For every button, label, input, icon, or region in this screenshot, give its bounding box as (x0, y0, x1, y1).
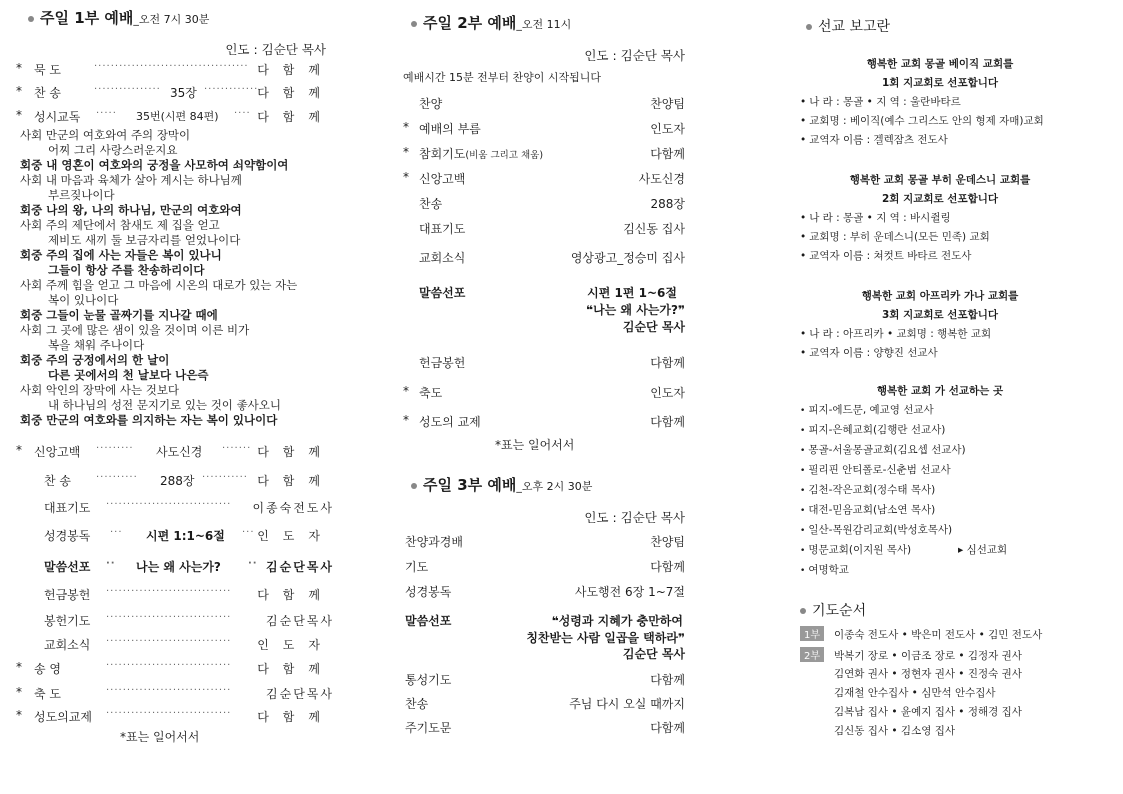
dot-leader: ·· (248, 558, 258, 569)
order-label: 성도의교제 (34, 710, 92, 724)
order-value: 김신동 집사 (623, 222, 685, 236)
reading-line: 복이 있나이다 (48, 293, 119, 307)
mission-heading: 행복한 교회 몽골 베이직 교회를 (866, 58, 1014, 70)
supported-mission-item: • 필리핀 안티폴로-신춘범 선교사 (800, 461, 1080, 481)
order-label: 신앙고백 (34, 445, 81, 459)
title-time: _오후 2시 30분 (516, 480, 593, 493)
second-service-column (403, 0, 685, 794)
bullet-icon (800, 608, 806, 614)
prayer-names: 김재철 안수집사 • 심만석 안수집사 (834, 687, 996, 699)
order-value: 인도자 (650, 122, 685, 136)
mission-detail: • 나 라 : 아프리카 • 교회명 : 행복한 교회 (800, 325, 1080, 344)
dot-leader: ················ (94, 84, 161, 95)
order-label: 찬송 (419, 197, 443, 211)
supported-mission-item: • 몽골-서울몽골교회(김요셉 선교사) (800, 441, 1080, 461)
order-value: 다함께 (650, 147, 685, 161)
title-main: 선교 보고란 (818, 19, 891, 35)
order-label: 기도 (405, 560, 429, 574)
order-label: 예배의 부름 (419, 122, 481, 136)
stand-mark: * (403, 145, 409, 159)
title-time: _오전 7시 30분 (133, 13, 210, 26)
reading-line: 사회 만군의 여호와여 주의 장막이 (20, 128, 191, 142)
supported-mission-extra: ▸ 심선교회 (958, 544, 1008, 556)
standing-footnote: *표는 일어서서 (495, 438, 575, 452)
order-label: 성도의 교제 (419, 415, 481, 429)
dot-leader: ··· (242, 527, 255, 538)
reading-line: 제비도 새끼 둘 보금자리를 얻었나이다 (48, 233, 241, 247)
dot-leader: ····································· (94, 61, 249, 72)
sermon-scripture: 시편 1편 1~6절 (587, 286, 677, 300)
stand-mark: * (16, 84, 22, 98)
sermon-label: 말씀선포 (419, 286, 466, 300)
bullet-icon (411, 483, 417, 489)
prayer-names: 김복남 집사 • 윤예지 집사 • 정해경 집사 (834, 706, 1022, 718)
order-label: 묵 도 (34, 63, 61, 77)
sermon-title: ❝나는 왜 사는가?❞ (586, 303, 685, 317)
dot-leader: ··········· (202, 472, 248, 483)
service-tag: 1부 (800, 626, 824, 641)
order-value: 288장 (650, 197, 685, 211)
mission-heading: 행복한 교회 아프리카 가나 교회를 (861, 290, 1019, 302)
reading-line: 내 하나님의 성전 문지기로 있는 것이 좋사오니 (48, 398, 282, 412)
mission-block-2 (800, 171, 1080, 266)
sermon-label: 말씀선포 (405, 614, 452, 628)
reading-line: 사회 주의 제단에서 참새도 제 집을 얻고 (20, 218, 220, 232)
dot-leader: ·· (106, 558, 116, 569)
order-value: 사도행전 6장 1~7절 (574, 585, 685, 599)
second-service-leader: 인도 : 김순단 목사 (584, 48, 685, 63)
standing-footnote: *표는 일어서서 (120, 730, 200, 744)
first-service-column (14, 0, 334, 794)
order-value: 다함께 (650, 673, 685, 687)
supported-mission-item: • 일산-목원감리교회(박성호목사) (800, 521, 1080, 541)
sermon-title-line: ❝성령과 지혜가 충만하여 (551, 614, 683, 628)
bullet-icon (28, 16, 34, 22)
title-main: 기도순서 (812, 603, 867, 619)
order-label: 대표기도 (419, 222, 466, 236)
title-main: 주일 3부 예배 (423, 476, 517, 494)
order-value: 김순단목사 (266, 560, 334, 574)
order-value: 사도신경 (638, 172, 685, 186)
order-label: 교회소식 (419, 251, 466, 265)
stand-mark: * (16, 685, 22, 699)
service-tag: 2부 (800, 647, 824, 662)
supported-mission-name: 심선교회 (966, 544, 1008, 556)
dot-leader: ······························ (106, 612, 232, 623)
order-sublabel: (비움 그리고 채움) (465, 150, 544, 161)
stand-mark: * (16, 660, 22, 674)
mission-detail: • 교회명 : 베이직(예수 그리스도 안의 형제 자매)교회 (800, 112, 1080, 131)
worship-notice: 예배시간 15분 전부터 찬양이 시작됩니다 (403, 71, 601, 84)
supported-mission-item: • 여명학교 (800, 561, 1080, 581)
reading-line: 사회 그 곳에 많은 샘이 있을 것이며 이른 비가 (20, 323, 250, 337)
order-value: 다함께 (650, 356, 685, 370)
responsive-reading (20, 128, 326, 428)
supported-mission-item: • 김천-작은교회(정수태 목사) (800, 481, 1080, 501)
order-label: 찬 송 (44, 474, 71, 488)
reading-line: 그들이 항상 주를 찬송하리이다 (48, 263, 205, 277)
order-label: 교회소식 (44, 638, 91, 652)
stand-mark: * (16, 443, 22, 457)
mission-heading: 1회 지교회로 선포합니다 (881, 77, 999, 89)
order-label: 성경봉독 (44, 529, 91, 543)
stand-mark: * (16, 108, 22, 122)
dot-leader: ············· (204, 84, 259, 95)
stand-mark: * (16, 708, 22, 722)
mission-detail: • 교역자 이름 : 쳐컷트 바타르 전도사 (800, 247, 1080, 266)
reading-line: 복을 채워 주나이다 (48, 338, 145, 352)
order-detail: 사도신경 (156, 445, 203, 459)
title-main: 주일 1부 예배 (40, 9, 134, 27)
prayer-order-title (800, 600, 866, 620)
prayer-names: 박복기 장로 • 이금조 장로 • 김정자 권사 (834, 650, 1022, 662)
reading-line: 사회 주께 힘을 얻고 그 마음에 시온의 대로가 있는 자는 (20, 278, 298, 292)
order-value: 다함께 (257, 86, 334, 100)
order-detail: 35번(시편 84편) (136, 110, 219, 123)
order-label: 주기도문 (405, 721, 452, 735)
mission-block-1 (800, 55, 1080, 150)
second-service-title (411, 12, 571, 33)
order-value: 찬양팀 (650, 535, 685, 549)
prayer-line-first (800, 626, 1042, 642)
mission-report-title (806, 16, 890, 36)
order-value: 다함께 (650, 560, 685, 574)
third-service-leader: 인도 : 김순단 목사 (584, 510, 685, 525)
order-label: 찬양 (419, 97, 443, 111)
mission-column (800, 0, 1080, 794)
order-label: 축 도 (34, 687, 61, 701)
dot-leader: ·········· (96, 472, 138, 483)
reading-line: 부르짖나이다 (48, 188, 115, 202)
mission-detail: • 교역자 이름 : 겔렉잠츠 전도사 (800, 131, 1080, 150)
order-label: 통성기도 (405, 673, 452, 687)
order-label: 참회기도 (419, 147, 466, 161)
dot-leader: ··· (110, 527, 123, 538)
first-service-title (28, 7, 209, 28)
order-value: 다함께 (257, 445, 334, 459)
order-value: 인도자 (257, 638, 334, 652)
supported-mission-item: • 대전-믿음교회(남소연 목사) (800, 501, 1080, 521)
order-value: 다함께 (650, 415, 685, 429)
prayer-line-second (800, 647, 1022, 663)
title-time: _오전 11시 (516, 18, 572, 31)
order-value: 다함께 (257, 474, 334, 488)
order-value: 다함께 (257, 588, 334, 602)
reading-line: 회중 주의 집에 사는 자들은 복이 있나니 (20, 248, 222, 262)
stand-mark: * (16, 61, 22, 75)
bullet-icon (411, 21, 417, 27)
order-detail: 288장 (160, 474, 195, 488)
supported-mission-item (800, 541, 1080, 561)
order-label: 찬양과경배 (405, 535, 463, 549)
dot-leader: ······························ (106, 586, 232, 597)
order-label: 축도 (419, 386, 443, 400)
first-service-leader: 인도 : 김순단 목사 (225, 42, 326, 57)
supported-missions (800, 382, 1080, 581)
order-value: 주님 다시 오실 때까지 (569, 697, 685, 711)
dot-leader: ······························ (106, 660, 232, 671)
order-label: 찬 송 (34, 86, 61, 100)
reading-line: 회중 내 영혼이 여호와의 궁정을 사모하여 쇠약함이여 (20, 158, 289, 172)
order-value: 다함께 (257, 110, 334, 124)
order-label: 헌금봉헌 (44, 588, 91, 602)
order-detail: 시편 1:1~6절 (146, 529, 225, 543)
reading-line: 회중 나의 왕, 나의 하나님, 만군의 여호와여 (20, 203, 242, 217)
third-service-title (411, 474, 592, 495)
supported-mission-item: • 피지-에드문, 예교영 선교사 (800, 401, 1080, 421)
order-label: 봉헌기도 (44, 614, 91, 628)
mission-heading: 행복한 교회 몽골 부히 운데스니 교회를 (849, 174, 1031, 186)
bullet-icon (806, 24, 812, 30)
prayer-names: 김연화 권사 • 정현자 권사 • 진정숙 권사 (834, 668, 1022, 680)
order-label: 성시교독 (34, 110, 81, 124)
mission-heading: 2회 지교회로 선포합니다 (881, 193, 999, 205)
supported-mission-name: 명문교회(이지원 목사) (808, 544, 912, 556)
mission-detail: • 나 라 : 몽골 • 지 역 : 바시쥘링 (800, 209, 1080, 228)
order-detail: 35장 (170, 86, 197, 100)
mission-detail: • 교회명 : 부히 운데스니(모든 민족) 교회 (800, 228, 1080, 247)
order-value: 다함께 (257, 63, 334, 77)
order-value: 다함께 (257, 710, 334, 724)
dot-leader: ······························ (106, 499, 232, 510)
dot-leader: ····· (96, 108, 117, 119)
reading-line: 회중 만군의 여호와를 의지하는 자는 복이 있나이다 (20, 413, 278, 427)
sermon-title-line: 칭찬받는 사람 일곱을 택하라❞ (526, 631, 685, 645)
stand-mark: * (403, 384, 409, 398)
order-value: 인도자 (257, 529, 334, 543)
order-label: 신앙고백 (419, 172, 466, 186)
dot-leader: ······························ (106, 708, 232, 719)
reading-line: 회중 그들이 눈물 골짜기를 지나갈 때에 (20, 308, 218, 322)
stand-mark: * (403, 170, 409, 184)
prayer-names: 김신동 집사 • 김소영 집사 (834, 725, 955, 737)
order-value: 인도자 (650, 386, 685, 400)
order-value: 김순단목사 (266, 614, 334, 628)
supported-missions-heading: 행복한 교회 가 선교하는 곳 (876, 385, 1004, 397)
dot-leader: ···· (234, 108, 251, 119)
order-value: 이종숙전도사 (252, 501, 334, 515)
reading-line: 회중 주의 궁정에서의 한 날이 (20, 353, 170, 367)
order-label: 송 영 (34, 662, 61, 676)
mission-heading: 3회 지교회로 선포합니다 (881, 309, 999, 321)
reading-line: 사회 악인의 장막에 사는 것보다 (20, 383, 180, 397)
stand-mark: * (403, 413, 409, 427)
order-label: 말씀선포 (44, 560, 91, 574)
order-value: 찬양팀 (650, 97, 685, 111)
dot-leader: ······························ (106, 685, 232, 696)
dot-leader: ······························ (106, 636, 232, 647)
mission-detail: • 나 라 : 몽골 • 지 역 : 울란바타르 (800, 93, 1080, 112)
order-label: 헌금봉헌 (419, 356, 466, 370)
order-label: 찬송 (405, 697, 429, 711)
order-label: 성경봉독 (405, 585, 452, 599)
reading-line: 다른 곳에서의 천 날보다 나은즉 (48, 368, 209, 382)
order-label: 대표기도 (44, 501, 91, 515)
dot-leader: ········· (96, 443, 134, 454)
reading-line: 사회 내 마음과 육체가 살아 계시는 하나님께 (20, 173, 242, 187)
sermon-preacher: 김순단 목사 (622, 320, 685, 334)
order-value: 다함께 (257, 662, 334, 676)
mission-detail: • 교역자 이름 : 양향진 선교사 (800, 344, 1080, 363)
order-value: 영상광고_정승미 집사 (570, 251, 685, 265)
sermon-preacher: 김순단 목사 (622, 647, 685, 661)
title-main: 주일 2부 예배 (423, 14, 517, 32)
dot-leader: ······· (222, 443, 252, 454)
prayer-names: 이종숙 전도사 • 박은미 전도사 • 김민 전도사 (834, 629, 1043, 641)
order-value: 김순단목사 (266, 687, 334, 701)
order-detail: 나는 왜 사는가? (136, 560, 221, 574)
order-value: 다함께 (650, 721, 685, 735)
reading-line: 어찌 그리 사랑스러운지요 (48, 143, 178, 157)
supported-mission-item: • 피지-은혜교회(김행란 선교사) (800, 421, 1080, 441)
stand-mark: * (403, 120, 409, 134)
mission-block-3 (800, 287, 1080, 363)
